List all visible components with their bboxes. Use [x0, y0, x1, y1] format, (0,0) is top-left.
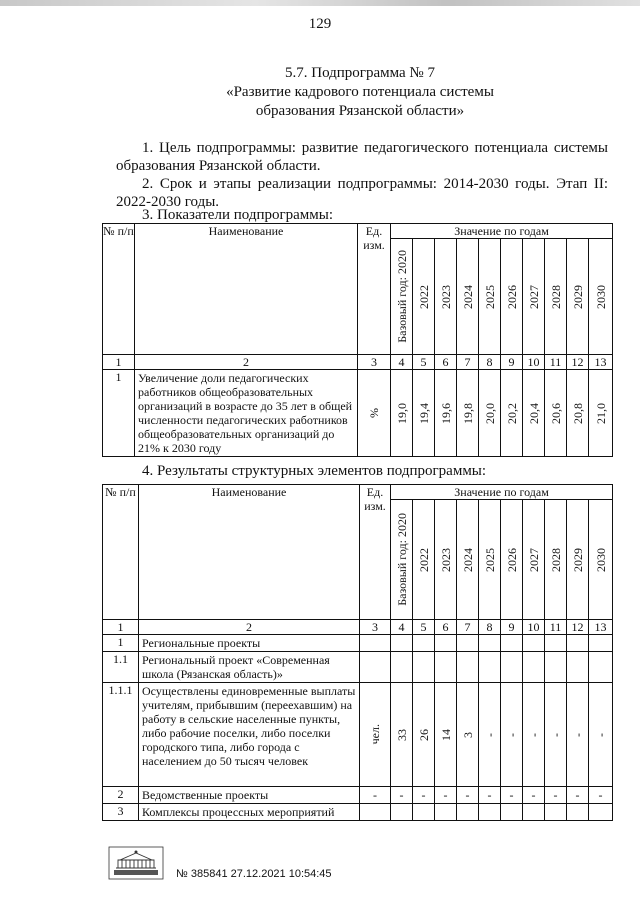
row-value: - — [504, 732, 519, 737]
document-stamp: № 385841 27.12.2021 10:54:45 — [176, 868, 332, 880]
header-year: 2028 — [548, 547, 563, 572]
table-row — [103, 635, 613, 652]
table-row — [103, 683, 613, 787]
col-number: 10 — [523, 355, 545, 370]
results-heading: 4. Результаты структурных элементов подпрограммы: — [142, 463, 487, 479]
table-row — [103, 787, 613, 804]
section-title-line-3: образования Рязанской области» — [255, 103, 465, 119]
section-title-line-1: 5.7. Подпрограмма № 7 — [285, 65, 435, 81]
header-year: 2024 — [460, 547, 475, 572]
terms-paragraph: 2. Срок и этапы реализации подпрограммы: 2014-2030 годы. Этап II: 2022-2030 годы. — [116, 176, 608, 210]
row-value: 20,0 — [482, 402, 497, 424]
indicators-heading: 3. Показатели подпрограммы: — [142, 207, 334, 223]
row-value: - — [501, 787, 523, 804]
row-num: 1 — [103, 635, 139, 652]
header-year: 2028 — [548, 284, 563, 309]
government-building-emblem — [108, 846, 164, 880]
header-year: 2022 — [416, 547, 431, 572]
col-number: 3 — [358, 355, 391, 370]
indicators-table — [102, 223, 613, 457]
column-number-row — [103, 355, 613, 370]
col-number: 4 — [391, 620, 413, 635]
page-number: 129 — [308, 16, 332, 32]
header-name: Наименование — [135, 224, 358, 355]
col-number: 2 — [135, 355, 358, 370]
header-year: 2023 — [438, 284, 453, 309]
row-value: - — [526, 732, 541, 737]
col-number: 12 — [567, 355, 589, 370]
row-name: Осуществлены единовременные выплаты учителям, прибывшим (переехавшим) на работу в сельские населенные пункты, либо рабочие поселки, либо поселки городского типа, либо города с населением до 50 тысяч человек — [139, 683, 360, 787]
section-title — [120, 64, 600, 121]
header-year: 2024 — [460, 284, 475, 309]
col-number: 9 — [501, 620, 523, 635]
row-value: 19,0 — [394, 402, 409, 424]
col-number: 12 — [567, 620, 589, 635]
row-name: Региональные проекты — [139, 635, 360, 652]
goal-paragraph: 1. Цель подпрограммы: развитие педагогического потенциала системы образования Рязанской области. — [116, 140, 608, 174]
row-name: Региональный проект «Современная школа (Рязанская область)» — [139, 652, 360, 683]
header-num: № п/п — [103, 485, 139, 620]
row-value: - — [593, 732, 608, 737]
table-row — [103, 370, 613, 457]
row-value: 21,0 — [593, 402, 608, 424]
row-name: Увеличение доли педагогических работников общеобразовательных организаций в возрасте до 35 лет в общей численности педагогических работников общеобразовательных организаций до 21% к 2030 году — [135, 370, 358, 457]
row-value: - — [391, 787, 413, 804]
col-number: 7 — [457, 355, 479, 370]
header-year: 2027 — [526, 547, 541, 572]
table-row — [103, 652, 613, 683]
row-value: - — [589, 787, 613, 804]
row-value: 20,6 — [548, 402, 563, 424]
row-num: 2 — [103, 787, 139, 804]
row-num: 3 — [103, 804, 139, 821]
row-value: - — [523, 787, 545, 804]
header-year: 2030 — [593, 547, 608, 572]
header-unit: Ед. изм. — [360, 485, 391, 620]
col-number: 4 — [391, 355, 413, 370]
col-number: 10 — [523, 620, 545, 635]
header-values: Значение по годам — [391, 224, 613, 239]
col-number: 13 — [589, 355, 613, 370]
header-year: 2023 — [438, 547, 453, 572]
row-value: 26 — [416, 728, 431, 741]
row-num: 1.1 — [103, 652, 139, 683]
header-values: Значение по годам — [391, 485, 613, 500]
row-value: 19,8 — [460, 402, 475, 424]
column-number-row — [103, 620, 613, 635]
header-name: Наименование — [139, 485, 360, 620]
header-year: 2022 — [416, 284, 431, 309]
col-number: 6 — [435, 620, 457, 635]
header-year: 2026 — [504, 284, 519, 309]
results-table — [102, 484, 613, 821]
row-value: - — [479, 787, 501, 804]
header-year: 2025 — [482, 284, 497, 309]
row-value: 19,4 — [416, 402, 431, 424]
row-value: 20,8 — [570, 402, 585, 424]
col-number: 7 — [457, 620, 479, 635]
col-number: 11 — [545, 620, 567, 635]
row-unit: чел. — [368, 724, 382, 745]
row-name: Комплексы процессных мероприятий — [139, 804, 360, 821]
col-number: 13 — [589, 620, 613, 635]
header-base-year: Базовый год: 2020 — [394, 513, 409, 606]
col-number: 3 — [360, 620, 391, 635]
row-value: - — [545, 787, 567, 804]
row-value: - — [548, 732, 563, 737]
col-number: 9 — [501, 355, 523, 370]
header-unit: Ед. изм. — [358, 224, 391, 355]
header-year: 2027 — [526, 284, 541, 309]
col-number: 2 — [139, 620, 360, 635]
col-number: 1 — [103, 620, 139, 635]
col-number: 6 — [435, 355, 457, 370]
row-value: 20,2 — [504, 402, 519, 424]
header-year: 2029 — [570, 284, 585, 309]
header-year: 2029 — [570, 547, 585, 572]
row-value: 20,4 — [526, 402, 541, 424]
row-value: - — [435, 787, 457, 804]
table-row — [103, 804, 613, 821]
row-name: Ведомственные проекты — [139, 787, 360, 804]
row-value: 3 — [460, 731, 475, 738]
col-number: 11 — [545, 355, 567, 370]
col-number: 8 — [479, 355, 501, 370]
col-number: 5 — [413, 620, 435, 635]
row-value: - — [567, 787, 589, 804]
col-number: 5 — [413, 355, 435, 370]
section-title-line-2: «Развитие кадрового потенциала системы — [226, 84, 494, 100]
header-year: 2030 — [593, 284, 608, 309]
row-value: 33 — [394, 728, 409, 741]
row-num: 1.1.1 — [103, 683, 139, 787]
row-value: - — [413, 787, 435, 804]
row-num: 1 — [103, 370, 135, 457]
row-unit: % — [367, 408, 381, 418]
row-value: - — [457, 787, 479, 804]
col-number: 1 — [103, 355, 135, 370]
header-base-year: Базовый год: 2020 — [394, 250, 409, 343]
row-value: - — [570, 732, 585, 737]
header-year: 2026 — [504, 547, 519, 572]
row-value: 14 — [438, 728, 453, 741]
header-year: 2025 — [482, 547, 497, 572]
row-value: 19,6 — [438, 402, 453, 424]
scan-top-edge — [0, 0, 640, 6]
col-number: 8 — [479, 620, 501, 635]
header-num: № п/п — [103, 224, 135, 355]
row-unit: - — [360, 787, 391, 804]
row-value: - — [482, 732, 497, 737]
